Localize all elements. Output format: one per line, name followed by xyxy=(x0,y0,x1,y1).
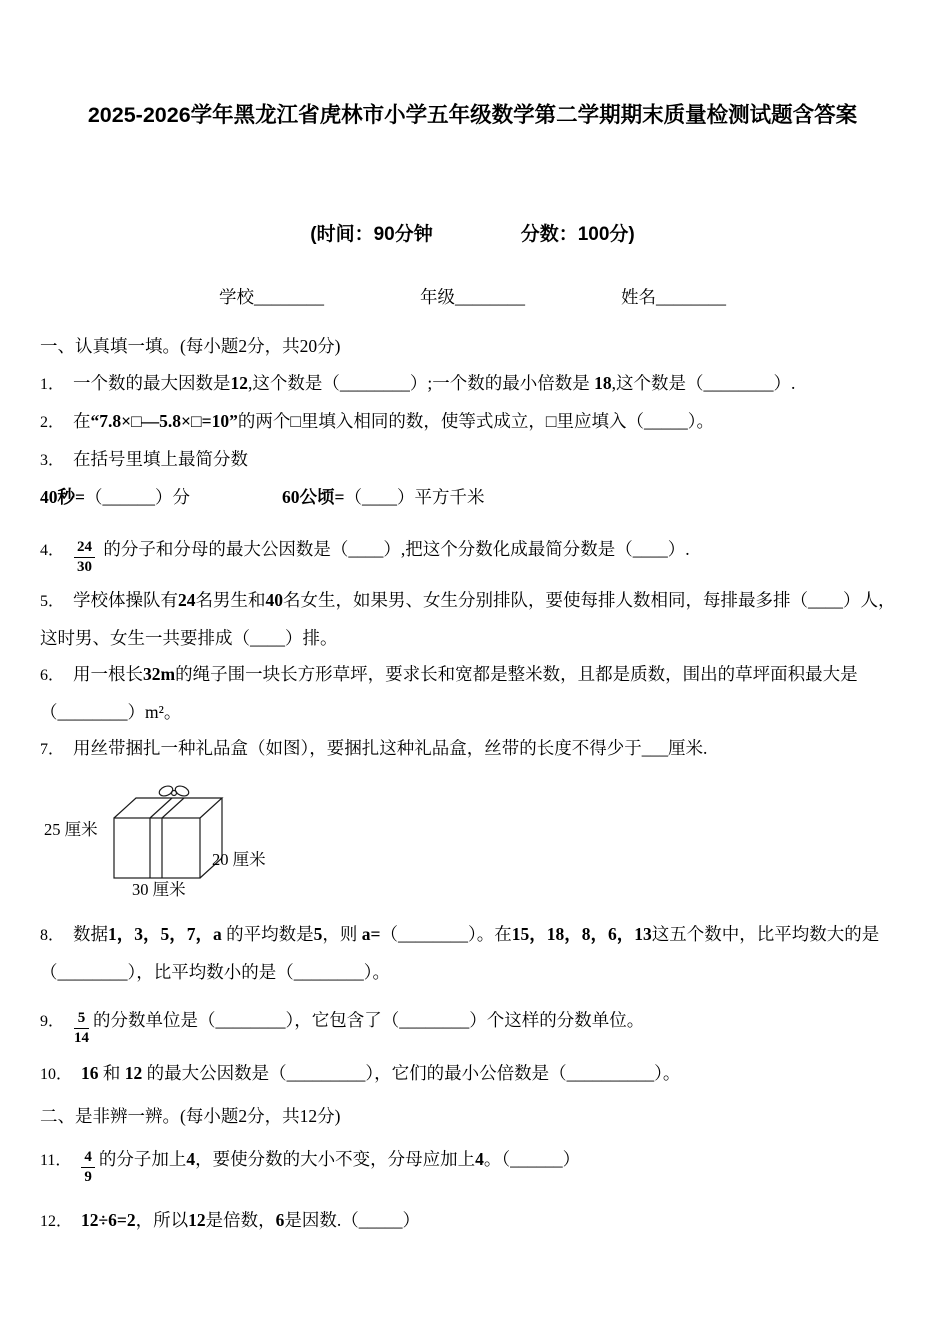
section-heading: 二、是非辨一辨。(每小题2分，共12分) xyxy=(40,1106,341,1126)
question-11 xyxy=(40,1141,905,1186)
question-text: 数据 xyxy=(73,924,109,944)
question-text: 在 xyxy=(73,411,91,431)
giftbox-figure xyxy=(40,776,905,904)
question-text: 16 xyxy=(81,1063,99,1083)
question-text: 5 xyxy=(313,924,323,944)
question-number: 4． xyxy=(40,542,65,559)
fraction: $\frac{24}{30}$ xyxy=(74,539,95,576)
question-text: 12 xyxy=(230,373,249,393)
question-text: “7.8×□—5.8×□=10” xyxy=(90,411,238,431)
section-heading: 一、认真填一填。(每小题2分，共20分) xyxy=(40,336,341,356)
question-text: （________）。在 xyxy=(380,924,512,944)
question-text: 学校体操队有 xyxy=(73,590,179,610)
exam-body xyxy=(40,331,905,1240)
question-5 xyxy=(40,582,905,656)
question-text: ,这个数是（________）. xyxy=(611,373,796,393)
giftbox-depth-label: 20 厘米 xyxy=(212,850,266,869)
page-title: 2025-2026学年黑龙江省虎林市小学五年级数学第二学期期末质量检测试题含答案 xyxy=(87,103,858,127)
question-text: 名女生，如果男、女生分别排队，要使每排人数相同，每排最多排（____）人，这时男、女生一共要排成（____）排。 xyxy=(40,590,896,648)
question-text: 是因数.（_____） xyxy=(284,1210,420,1230)
question-text: 32m xyxy=(143,664,176,684)
question-1 xyxy=(40,365,905,403)
question-text: 40 xyxy=(265,590,284,610)
question-text: 的最大公因数是（_________），它们的最小公倍数是（__________）。 xyxy=(142,1063,681,1083)
question-text: （______）分 xyxy=(84,487,190,507)
question-text: a= xyxy=(361,924,381,944)
fraction: $\frac{4}{9}$ xyxy=(81,1149,95,1186)
question-text: 这五个数中，比平均数大的是（________），比平均数小的是（________）。 xyxy=(40,924,880,982)
question-text: 一个数的最大因数是 xyxy=(73,373,231,393)
question-number: 8． xyxy=(40,927,65,944)
question-number: 11． xyxy=(40,1152,72,1169)
question-text: 24 xyxy=(178,590,196,610)
question-text: 和 xyxy=(98,1063,125,1083)
question-12 xyxy=(40,1202,905,1240)
question-number: 10． xyxy=(40,1066,73,1083)
question-text: ,这个数是（________）;一个数的最小倍数是 xyxy=(248,373,595,393)
question-number: 2． xyxy=(40,414,65,431)
question-3 xyxy=(40,441,905,479)
question-number: 3． xyxy=(40,452,65,469)
question-4 xyxy=(40,531,905,576)
question-text: 12 xyxy=(188,1210,206,1230)
question-text: 的分子加上 xyxy=(98,1149,187,1169)
question-text: 是倍数， xyxy=(205,1210,276,1230)
fraction: $\frac{5}{14}$ xyxy=(74,1010,90,1046)
question-text: 1，3，5，7，a xyxy=(108,924,222,944)
question-text: ，则 xyxy=(322,924,362,944)
question-9 xyxy=(40,1002,905,1047)
question-number: 12． xyxy=(40,1213,73,1230)
question-7 xyxy=(40,730,905,768)
grade-blank: 年级________ xyxy=(420,287,525,307)
question-text: 18 xyxy=(594,373,612,393)
header-blanks xyxy=(40,284,905,309)
question-number: 1． xyxy=(40,376,65,393)
question-text: ，所以 xyxy=(135,1210,189,1230)
name-blank: 姓名________ xyxy=(621,287,726,307)
question-text: 的平均数是 xyxy=(221,924,314,944)
question-8 xyxy=(40,916,905,990)
question-text: 的两个□里填入相同的数，使等式成立，□里应填入（_____）。 xyxy=(237,411,714,431)
question-text: 60公顷= xyxy=(281,487,345,507)
question-2 xyxy=(40,403,905,441)
question-text: 用一根长 xyxy=(73,664,144,684)
question-text: 6 xyxy=(275,1210,285,1230)
question-text: 名男生和 xyxy=(195,590,266,610)
question-10 xyxy=(40,1055,905,1093)
question-number: 6． xyxy=(40,667,65,684)
question-text: 。（______） xyxy=(483,1149,581,1169)
question-text: 的绳子围一块长方形草坪，要求长和宽都是整米数，且都是质数，围出的草坪面积最大是（________）m²。 xyxy=(40,664,858,722)
question-text: 在括号里填上最简分数 xyxy=(73,449,249,469)
question-text: 用丝带捆扎一种礼品盒（如图），要捆扎这种礼品盒，丝带的长度不得少于___厘米. xyxy=(73,738,708,758)
giftbox-height-label: 25 厘米 xyxy=(44,820,98,839)
question-number: 9． xyxy=(40,1013,65,1030)
giftbox-width-label: 30 厘米 xyxy=(132,880,186,899)
question-text: 的分子和分母的最大公因数是（____）,把这个分数化成最简分数是（____）. xyxy=(99,539,690,559)
question-text: 的分数单位是（________），它包含了（________）个这样的分数单位。 xyxy=(93,1010,645,1030)
score-label: 分数：100分) xyxy=(520,224,635,245)
question-6 xyxy=(40,656,905,730)
question-number: 5． xyxy=(40,593,65,610)
question-text: 12 xyxy=(124,1063,143,1083)
question-subline xyxy=(40,479,905,515)
time-label: (时间：90分钟 xyxy=(310,224,433,245)
exam-meta xyxy=(40,219,905,246)
question-text: 15，18，8，6，13 xyxy=(511,924,652,944)
question-text: 12÷6=2 xyxy=(81,1210,136,1230)
giftbox-icon xyxy=(102,782,277,894)
school-blank: 学校________ xyxy=(219,287,324,307)
question-text: 4 xyxy=(475,1149,484,1169)
question-text: （____）平方千米 xyxy=(344,487,485,507)
question-text: 40秒= xyxy=(40,487,85,507)
question-text: 4 xyxy=(186,1149,196,1169)
question-number: 7． xyxy=(40,741,65,758)
question-text: ，要使分数的大小不变，分母应加上 xyxy=(195,1149,476,1169)
